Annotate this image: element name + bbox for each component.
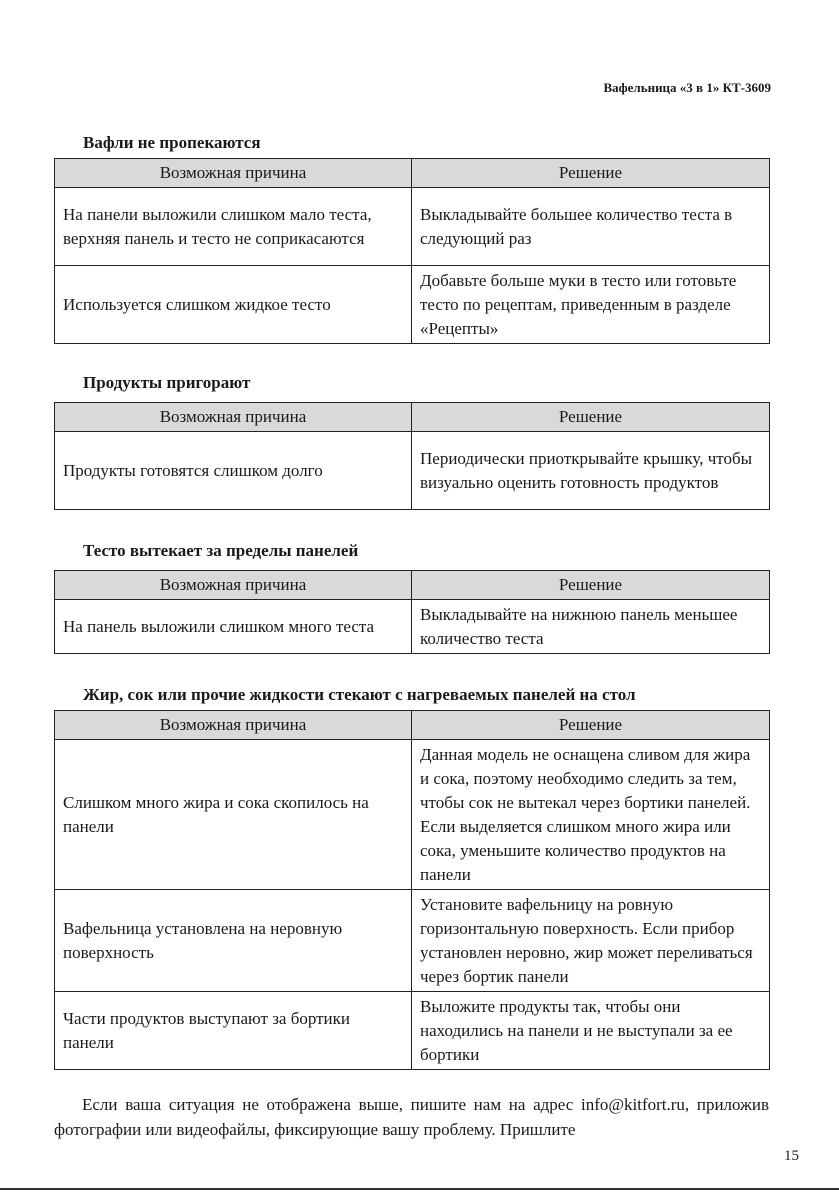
table-header-row	[55, 159, 770, 188]
column-header-cause: Возможная причина	[55, 159, 412, 188]
table-header-row	[55, 403, 770, 432]
solution-cell: Периодически приоткрывайте крышку, чтобы визуально оценить готовность продуктов	[412, 432, 770, 510]
column-header-solution: Решение	[412, 159, 770, 188]
troubleshooting-table-4	[54, 710, 770, 1070]
table-row	[55, 188, 770, 266]
solution-cell: Выкладывайте большее количество теста в следующий раз	[412, 188, 770, 266]
page-number: 15	[784, 1148, 799, 1164]
table-row	[55, 890, 770, 992]
contact-text: Если ваша ситуация не отображена выше, пишите нам на адрес info@kitfort.ru, приложив фотографии или видеофайлы, фиксирующие вашу проблему. Пришлите	[54, 1095, 769, 1139]
cause-cell: Части продуктов выступают за бортики панели	[55, 992, 412, 1070]
cause-cell: Вафельница установлена на неровную поверхность	[55, 890, 412, 992]
column-header-cause: Возможная причина	[55, 571, 412, 600]
header-title: Вафельница «3 в 1» КТ-3609	[603, 80, 771, 95]
bottom-divider	[0, 1188, 839, 1190]
solution-cell: Данная модель не оснащена сливом для жира и сока, поэтому необходимо следить за тем, чтобы сок не вытекал через бортики панелей. Если выделяется слишком много жира или сока, уменьшите количество продуктов на панели	[412, 740, 770, 890]
column-header-solution: Решение	[412, 711, 770, 740]
section-title-batter-leaks: Тесто вытекает за пределы панелей	[83, 541, 359, 560]
solution-cell: Выложите продукты так, чтобы они находились на панели и не выступали за ее бортики	[412, 992, 770, 1070]
troubleshooting-table-3	[54, 570, 770, 654]
column-header-cause: Возможная причина	[55, 403, 412, 432]
cause-cell: На панели выложили слишком мало теста, верхняя панель и тесто не соприкасаются	[55, 188, 412, 266]
table-row	[55, 432, 770, 510]
table-row	[55, 992, 770, 1070]
solution-cell: Добавьте больше муки в тесто или готовьте тесто по рецептам, приведенным в разделе «Рецепты»	[412, 266, 770, 344]
cause-cell: Продукты готовятся слишком долго	[55, 432, 412, 510]
contact-paragraph	[54, 1092, 769, 1142]
cause-cell: Используется слишком жидкое тесто	[55, 266, 412, 344]
cause-cell: На панель выложили слишком много теста	[55, 600, 412, 654]
troubleshooting-table-1	[54, 158, 770, 344]
section-title-waffles-not-baked: Вафли не пропекаются	[83, 133, 261, 152]
section-title-food-burns: Продукты пригорают	[83, 373, 251, 392]
section-title-liquids-drip: Жир, сок или прочие жидкости стекают с нагреваемых панелей на стол	[83, 685, 636, 704]
table-row	[55, 600, 770, 654]
solution-cell: Установите вафельницу на ровную горизонтальную поверхность. Если прибор установлен неровно, жир может переливаться через бортик панели	[412, 890, 770, 992]
cause-cell: Слишком много жира и сока скопилось на панели	[55, 740, 412, 890]
column-header-cause: Возможная причина	[55, 711, 412, 740]
table-row	[55, 266, 770, 344]
troubleshooting-table-2	[54, 402, 770, 510]
table-row	[55, 740, 770, 890]
column-header-solution: Решение	[412, 571, 770, 600]
solution-cell: Выкладывайте на нижнюю панель меньшее количество теста	[412, 600, 770, 654]
table-header-row	[55, 711, 770, 740]
column-header-solution: Решение	[412, 403, 770, 432]
table-header-row	[55, 571, 770, 600]
